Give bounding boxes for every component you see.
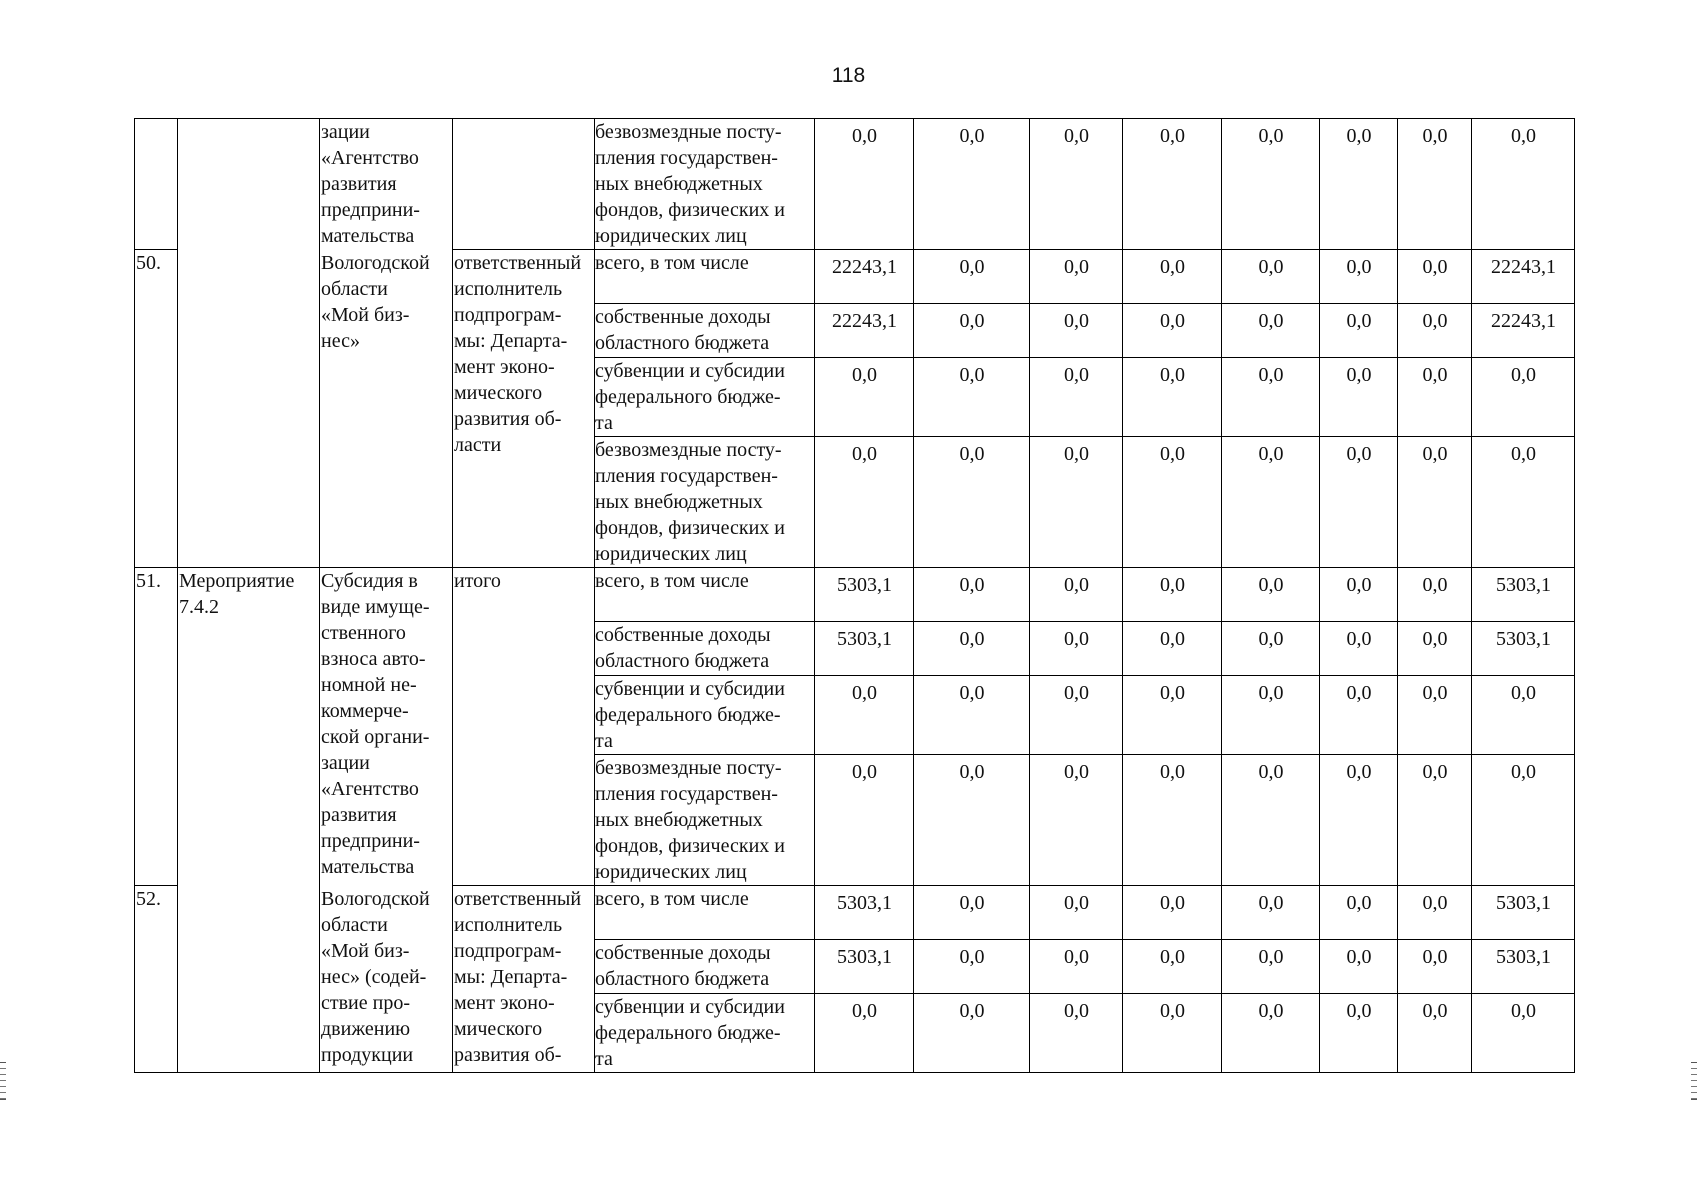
value-cell-50-4-col1: 0,0 (815, 437, 914, 568)
value-cell-50-4-col5: 0,0 (1222, 437, 1320, 568)
value-cell-50-4-col7: 0,0 (1398, 437, 1472, 568)
value-cell-52-1-col8: 5303,1 (1472, 886, 1575, 940)
value-cell-50-3-col7: 0,0 (1398, 358, 1472, 437)
value-cell-51-4-col2: 0,0 (914, 755, 1030, 886)
value-cell-50-4-col3: 0,0 (1030, 437, 1123, 568)
table-row-52-1 (135, 886, 1575, 940)
executor-cell: ответственный исполнитель подпрограм- мы: Департа- мент эконо- мического развития об- (453, 886, 595, 1073)
value-cell-52-2-col2: 0,0 (914, 940, 1030, 994)
value-cell-cont-col5: 0,0 (1222, 119, 1320, 250)
value-cell-51-2-col2: 0,0 (914, 622, 1030, 676)
value-cell-cont-col3: 0,0 (1030, 119, 1123, 250)
value-cell-51-1-col4: 0,0 (1123, 568, 1222, 622)
description-cell: Вологодской области «Мой биз- нес» (320, 250, 453, 568)
row-number-cell: 52. (135, 886, 178, 1073)
value-cell-51-4-col3: 0,0 (1030, 755, 1123, 886)
value-cell-52-3-col6: 0,0 (1320, 994, 1398, 1073)
value-cell-50-1-col8: 22243,1 (1472, 250, 1575, 304)
executor-cell: итого (453, 568, 595, 886)
event-cell: Мероприятие 7.4.2 (178, 568, 320, 1073)
value-cell-52-3-col3: 0,0 (1030, 994, 1123, 1073)
funding-source-cell: безвозмездные посту- пления государствен- ных внебюджетных фондов, физических и юридических лиц (595, 119, 815, 250)
scan-edge-mark-right (1691, 1062, 1697, 1100)
value-cell-52-1-col1: 5303,1 (815, 886, 914, 940)
value-cell-51-1-col2: 0,0 (914, 568, 1030, 622)
value-cell-50-1-col6: 0,0 (1320, 250, 1398, 304)
value-cell-50-2-col7: 0,0 (1398, 304, 1472, 358)
event-cell-empty (178, 119, 320, 250)
value-cell-51-2-col4: 0,0 (1123, 622, 1222, 676)
value-cell-51-3-col2: 0,0 (914, 676, 1030, 755)
value-cell-52-2-col7: 0,0 (1398, 940, 1472, 994)
value-cell-51-4-col5: 0,0 (1222, 755, 1320, 886)
value-cell-50-4-col4: 0,0 (1123, 437, 1222, 568)
scan-edge-mark-left (0, 1062, 6, 1100)
value-cell-cont-col8: 0,0 (1472, 119, 1575, 250)
value-cell-52-2-col5: 0,0 (1222, 940, 1320, 994)
value-cell-52-2-col1: 5303,1 (815, 940, 914, 994)
executor-cell: ответственный исполнитель подпрограм- мы: Департа- мент эконо- мического развития об- ласти (453, 250, 595, 568)
value-cell-51-2-col8: 5303,1 (1472, 622, 1575, 676)
value-cell-cont-col1: 0,0 (815, 119, 914, 250)
value-cell-52-1-col4: 0,0 (1123, 886, 1222, 940)
value-cell-51-1-col3: 0,0 (1030, 568, 1123, 622)
value-cell-52-1-col6: 0,0 (1320, 886, 1398, 940)
value-cell-50-3-col2: 0,0 (914, 358, 1030, 437)
value-cell-51-4-col8: 0,0 (1472, 755, 1575, 886)
value-cell-50-2-col6: 0,0 (1320, 304, 1398, 358)
description-cell-cont: зации «Агентство развития предприни- мательства (320, 119, 453, 250)
value-cell-51-3-col3: 0,0 (1030, 676, 1123, 755)
funding-source-cell: всего, в том числе (595, 250, 815, 304)
value-cell-52-3-col5: 0,0 (1222, 994, 1320, 1073)
value-cell-52-3-col4: 0,0 (1123, 994, 1222, 1073)
value-cell-50-4-col8: 0,0 (1472, 437, 1575, 568)
value-cell-50-1-col5: 0,0 (1222, 250, 1320, 304)
value-cell-50-3-col8: 0,0 (1472, 358, 1575, 437)
funding-source-cell: субвенции и субсидии федерального бюдже- та (595, 994, 815, 1073)
funding-source-cell: субвенции и субсидии федерального бюдже- та (595, 358, 815, 437)
value-cell-50-2-col5: 0,0 (1222, 304, 1320, 358)
table-row-51-1 (135, 568, 1575, 622)
value-cell-51-4-col1: 0,0 (815, 755, 914, 886)
value-cell-52-3-col7: 0,0 (1398, 994, 1472, 1073)
value-cell-50-2-col4: 0,0 (1123, 304, 1222, 358)
value-cell-51-3-col4: 0,0 (1123, 676, 1222, 755)
value-cell-51-3-col5: 0,0 (1222, 676, 1320, 755)
funding-source-cell: собственные доходы областного бюджета (595, 304, 815, 358)
value-cell-52-2-col8: 5303,1 (1472, 940, 1575, 994)
value-cell-51-1-col8: 5303,1 (1472, 568, 1575, 622)
value-cell-51-3-col1: 0,0 (815, 676, 914, 755)
value-cell-52-1-col3: 0,0 (1030, 886, 1123, 940)
value-cell-52-3-col2: 0,0 (914, 994, 1030, 1073)
value-cell-50-3-col1: 0,0 (815, 358, 914, 437)
number-cell-empty (135, 119, 178, 250)
value-cell-51-2-col6: 0,0 (1320, 622, 1398, 676)
value-cell-51-3-col6: 0,0 (1320, 676, 1398, 755)
funding-source-cell: всего, в том числе (595, 886, 815, 940)
value-cell-51-2-col1: 5303,1 (815, 622, 914, 676)
value-cell-51-1-col1: 5303,1 (815, 568, 914, 622)
value-cell-50-2-col8: 22243,1 (1472, 304, 1575, 358)
value-cell-50-4-col6: 0,0 (1320, 437, 1398, 568)
value-cell-51-3-col8: 0,0 (1472, 676, 1575, 755)
table-row-continuation (135, 119, 1575, 250)
row-number-cell: 51. (135, 568, 178, 886)
funding-source-cell: собственные доходы областного бюджета (595, 622, 815, 676)
value-cell-50-1-col3: 0,0 (1030, 250, 1123, 304)
table-body (135, 119, 1575, 1073)
value-cell-51-4-col4: 0,0 (1123, 755, 1222, 886)
value-cell-51-1-col6: 0,0 (1320, 568, 1398, 622)
value-cell-51-2-col5: 0,0 (1222, 622, 1320, 676)
value-cell-52-2-col6: 0,0 (1320, 940, 1398, 994)
funding-source-cell: безвозмездные посту- пления государствен- ных внебюджетных фондов, физических и юридических лиц (595, 755, 815, 886)
value-cell-50-3-col3: 0,0 (1030, 358, 1123, 437)
value-cell-cont-col7: 0,0 (1398, 119, 1472, 250)
value-cell-50-3-col5: 0,0 (1222, 358, 1320, 437)
value-cell-cont-col6: 0,0 (1320, 119, 1398, 250)
row-number-cell: 50. (135, 250, 178, 568)
funding-source-cell: субвенции и субсидии федерального бюдже- та (595, 676, 815, 755)
value-cell-51-3-col7: 0,0 (1398, 676, 1472, 755)
funding-source-cell: собственные доходы областного бюджета (595, 940, 815, 994)
value-cell-52-2-col3: 0,0 (1030, 940, 1123, 994)
value-cell-50-1-col7: 0,0 (1398, 250, 1472, 304)
value-cell-50-2-col3: 0,0 (1030, 304, 1123, 358)
value-cell-50-4-col2: 0,0 (914, 437, 1030, 568)
event-cell-empty (178, 250, 320, 568)
value-cell-cont-col4: 0,0 (1123, 119, 1222, 250)
value-cell-50-2-col2: 0,0 (914, 304, 1030, 358)
table-row-50-1 (135, 250, 1575, 304)
value-cell-52-2-col4: 0,0 (1123, 940, 1222, 994)
funding-source-cell: безвозмездные посту- пления государствен- ных внебюджетных фондов, физических и юридических лиц (595, 437, 815, 568)
value-cell-52-3-col1: 0,0 (815, 994, 914, 1073)
value-cell-52-3-col8: 0,0 (1472, 994, 1575, 1073)
value-cell-50-3-col6: 0,0 (1320, 358, 1398, 437)
description-cell: Вологодской области «Мой биз- нес» (содей- ствие про- движению продукции (320, 886, 453, 1073)
value-cell-50-1-col1: 22243,1 (815, 250, 914, 304)
description-cell: Субсидия в виде имуще- ственного взноса авто- номной не- коммерче- ской органи- зации «Агентство развития предприни- мательства (320, 568, 453, 886)
value-cell-51-4-col7: 0,0 (1398, 755, 1472, 886)
value-cell-50-3-col4: 0,0 (1123, 358, 1222, 437)
value-cell-51-1-col7: 0,0 (1398, 568, 1472, 622)
value-cell-cont-col2: 0,0 (914, 119, 1030, 250)
value-cell-51-2-col3: 0,0 (1030, 622, 1123, 676)
funding-source-cell: всего, в том числе (595, 568, 815, 622)
value-cell-51-1-col5: 0,0 (1222, 568, 1320, 622)
value-cell-51-4-col6: 0,0 (1320, 755, 1398, 886)
value-cell-50-1-col4: 0,0 (1123, 250, 1222, 304)
value-cell-52-1-col2: 0,0 (914, 886, 1030, 940)
value-cell-52-1-col5: 0,0 (1222, 886, 1320, 940)
value-cell-50-1-col2: 0,0 (914, 250, 1030, 304)
value-cell-52-1-col7: 0,0 (1398, 886, 1472, 940)
budget-table (134, 118, 1575, 1073)
page-number: 118 (831, 64, 866, 87)
value-cell-51-2-col7: 0,0 (1398, 622, 1472, 676)
executor-cell-empty (453, 119, 595, 250)
value-cell-50-2-col1: 22243,1 (815, 304, 914, 358)
